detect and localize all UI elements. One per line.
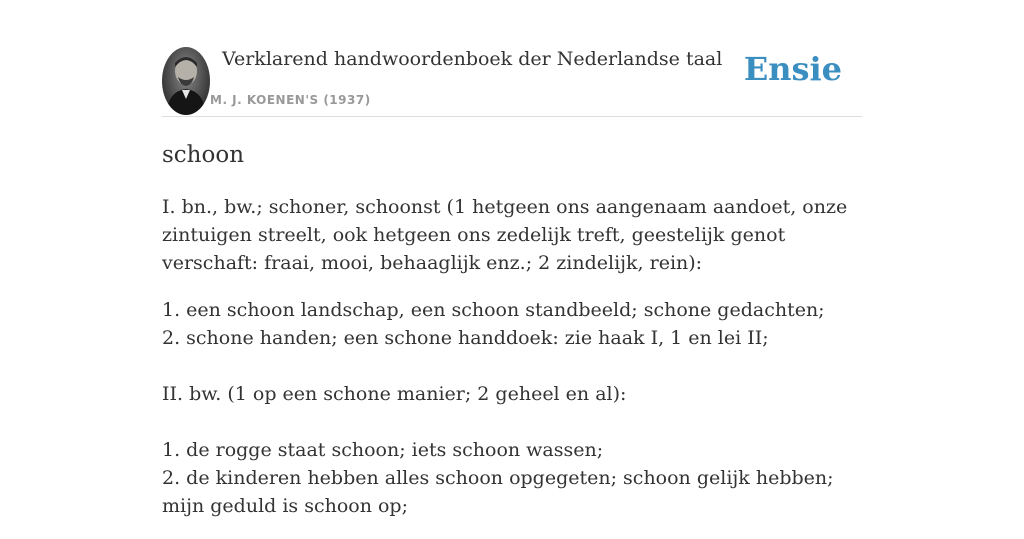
book-title: Verklarend handwoordenboek der Nederlandse taal [222, 48, 723, 70]
example-line: 2. schone handen; een schone handdoek: zie haak I, 1 en lei II; [162, 327, 769, 349]
entry-headword: schoon [162, 142, 245, 168]
definition-2: II. bw. (1 op een schone manier; 2 geheel en al): [162, 383, 627, 405]
book-author: M. J. KOENEN'S (1937) [210, 93, 371, 107]
entry-content [162, 140, 862, 539]
definition-1: I. bn., bw.; schoner, schoonst (1 hetgeen ons aangenaam aandoet, onze zintuigen streelt, ook hetgeen ons zedelijk treft, geestelijk genot verschaft: fraai, mooi, behaaglijk enz.; 2 zindelijk, rein): [162, 196, 848, 274]
author-portrait [162, 47, 210, 115]
header [162, 44, 862, 117]
example-line: 2. de kinderen hebben alles schoon opgegeten; schoon gelijk hebben; mijn geduld is schoon op; [162, 467, 834, 517]
examples-2 [162, 436, 862, 520]
examples-1 [162, 296, 862, 352]
example-line: 1. een schoon landschap, een schoon standbeeld; schone gedachten; [162, 299, 825, 321]
ensie-logo-link[interactable]: Ensie [743, 50, 842, 88]
example-line: 1. de rogge staat schoon; iets schoon wassen; [162, 439, 604, 461]
